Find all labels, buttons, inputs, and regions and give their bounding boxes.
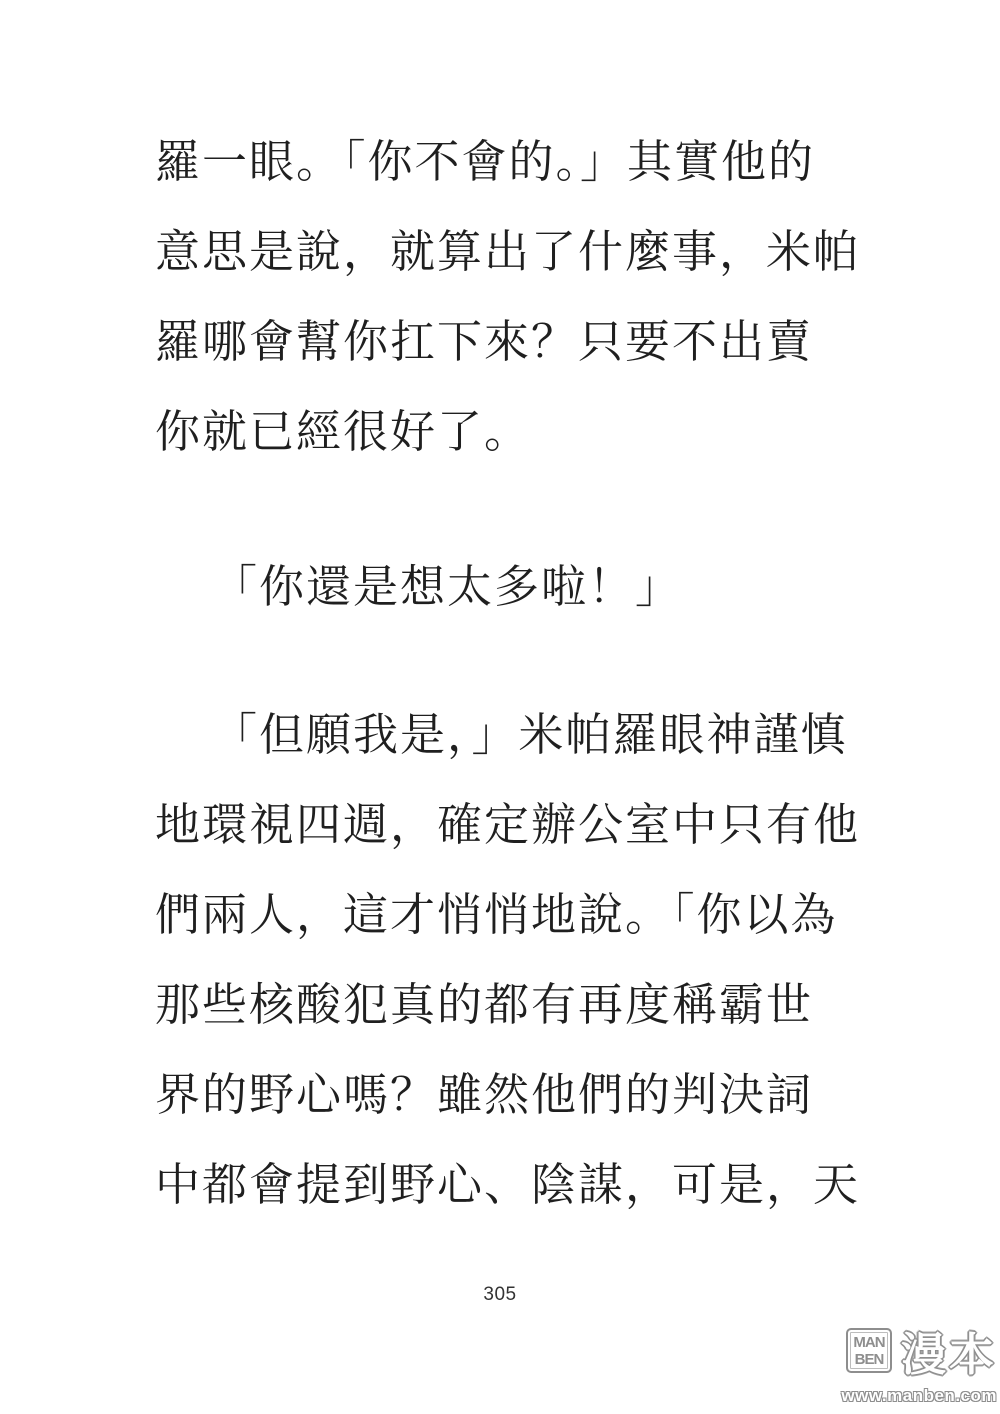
text-line: 羅哪會幫你扛下來？只要不出賣: [155, 316, 814, 367]
watermark-logo-row: [846, 1318, 997, 1383]
body-text: [155, 117, 885, 1230]
watermark-brand-text: 漫本: [900, 1329, 997, 1380]
text-line: 羅一眼。「你不會的。」其實他的: [155, 136, 816, 187]
watermark-url: www.manben.com: [841, 1386, 997, 1405]
text-line: 們兩人，這才悄悄地說。「你以為: [155, 889, 838, 940]
site-watermark: [841, 1318, 997, 1406]
text-line: 那些核酸犯真的都有再度稱霸世: [155, 979, 814, 1030]
paragraph: [155, 542, 885, 632]
text-line: 地環視四週，確定辦公室中只有他: [155, 799, 861, 850]
logo-text-top: MAN: [853, 1333, 885, 1351]
page-number: 305: [483, 1284, 517, 1305]
text-line: 界的野心嗎？雖然他們的判決詞: [155, 1069, 814, 1120]
paragraph: [155, 690, 885, 1230]
text-line: 「但願我是，」米帕羅眼神謹慎: [212, 709, 848, 760]
paragraph: [155, 117, 885, 477]
text-line: 意思是說，就算出了什麼事，米帕: [155, 226, 861, 277]
text-line: 「你還是想太多啦！」: [212, 561, 683, 612]
manben-logo-icon: [846, 1328, 892, 1373]
text-line: 中都會提到野心、陰謀，可是，天: [155, 1159, 861, 1210]
logo-text-bottom: BEN: [854, 1350, 884, 1368]
text-line: 你就已經很好了。: [155, 406, 532, 457]
